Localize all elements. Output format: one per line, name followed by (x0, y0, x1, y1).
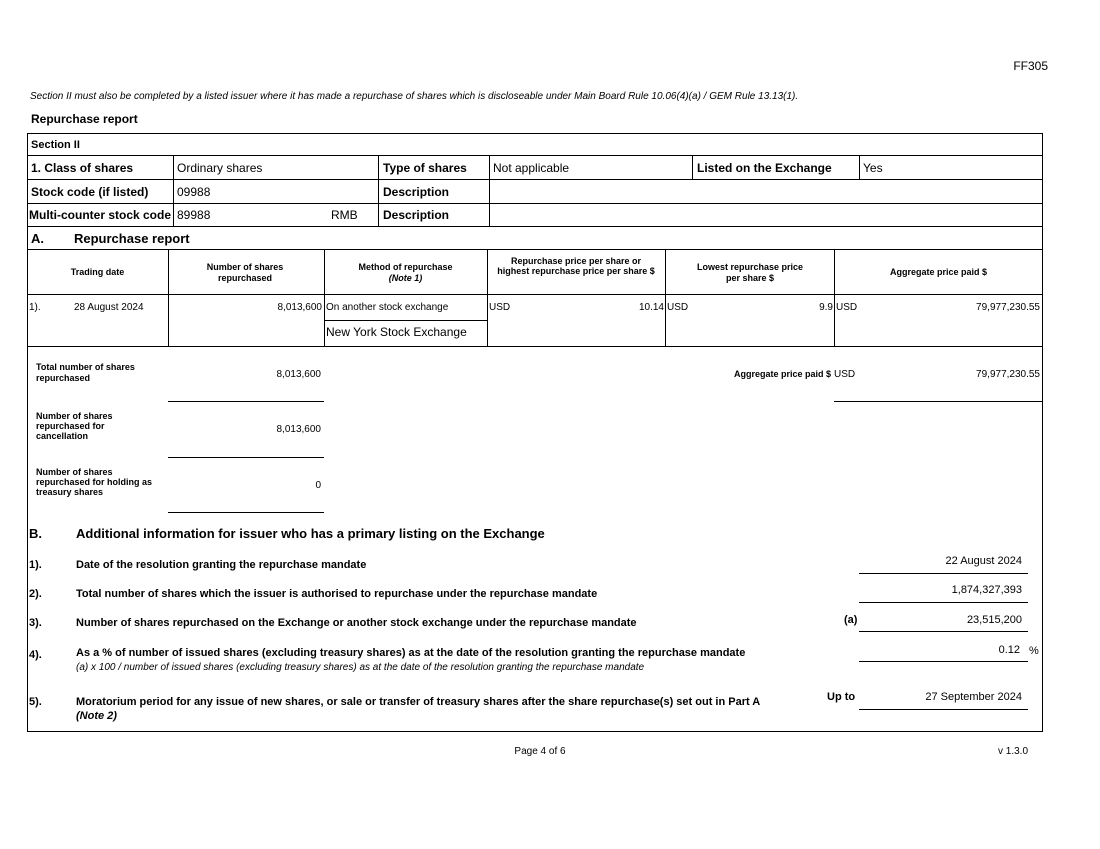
row-high-currency: USD (489, 302, 511, 313)
part-b-title: Additional information for issuer who has a primary listing on the Exchange (76, 526, 545, 541)
row-agg-currency: USD (836, 302, 858, 313)
item-value: 1,874,327,393 (951, 584, 1022, 596)
form-code: FF305 (1013, 59, 1048, 73)
item-note: (Note 2) (76, 710, 117, 722)
page-number: Page 4 of 6 (514, 746, 566, 757)
row-method-line1: On another stock exchange (326, 302, 449, 313)
total-label: Total number of shares repurchased (36, 362, 135, 383)
stock-code-label: Stock code (if listed) (31, 185, 149, 199)
col-lowest-price: Lowest repurchase price per share $ (696, 262, 804, 283)
row-date: 28 August 2024 (74, 302, 144, 313)
intro-note: Section II must also be completed by a listed issuer where it has made a repurchase of shares which is discloseable under Main Board Rule 10.06(4)(a) / GEM Rule 13.13(1). (30, 91, 799, 102)
stock-code-value: 09988 (177, 185, 211, 199)
listed-value: Yes (863, 161, 883, 175)
part-a-letter: A. (31, 231, 44, 246)
report-title: Repurchase report (31, 112, 138, 126)
col-aggregate: Aggregate price paid $ (889, 267, 988, 277)
col-highest-price: Repurchase price per share or highest repurchase price per share $ (497, 256, 655, 276)
row-index: 1). (29, 302, 41, 313)
row-low-price: 9.9 (819, 302, 833, 313)
item-index: 1). (29, 559, 42, 571)
description-label: Description (383, 185, 450, 199)
multi-counter-label: Multi-counter stock code (29, 208, 172, 222)
row-high-price: 10.14 (638, 302, 664, 313)
item-subtext: (a) x 100 / number of issued shares (excluding treasury shares) as at the date of the resolution granting the repurchase mandate (76, 662, 645, 673)
col-trading-date: Trading date (70, 267, 125, 277)
item-tag: (a) (844, 614, 858, 626)
total-agg-value: 79,977,230.55 (976, 369, 1040, 380)
item-index: 5). (29, 696, 42, 708)
multi-counter-value: 89988 (177, 208, 211, 222)
type-value: Not applicable (493, 161, 570, 175)
part-a-title: Repurchase report (74, 231, 190, 246)
item-value: 23,515,200 (966, 614, 1022, 626)
row-agg-value: 79,977,230.55 (976, 302, 1040, 313)
item-index: 2). (29, 588, 42, 600)
section-label: Section II (31, 139, 80, 151)
col-num-shares: Number of shares repurchased (206, 262, 284, 283)
item-value: 0.12 (998, 644, 1020, 656)
item-text: Number of shares repurchased on the Exchange or another stock exchange under the repurchase mandate (76, 617, 637, 629)
row-shares: 8,013,600 (277, 302, 322, 313)
item-index: 3). (29, 617, 42, 629)
item-text: Date of the resolution granting the repurchase mandate (76, 559, 367, 571)
total-agg-currency: USD (834, 369, 856, 380)
item-text: Moratorium period for any issue of new shares, or sale or transfer of treasury shares after the share repurchase(s) set out in Part A (76, 696, 761, 708)
item-value: 22 August 2024 (945, 555, 1022, 567)
col-method-label: Method of repurchase (358, 262, 453, 272)
row-low-currency: USD (667, 302, 689, 313)
description-label-2: Description (383, 208, 450, 222)
class-label: 1. Class of shares (31, 161, 134, 175)
item-text: Total number of shares which the issuer is authorised to repurchase under the repurchase mandate (76, 588, 598, 600)
total-value: 8,013,600 (276, 369, 321, 380)
listed-label: Listed on the Exchange (697, 161, 832, 175)
col-method-note: (Note 1) (388, 273, 423, 283)
version: v 1.3.0 (998, 746, 1029, 757)
cancel-value: 8,013,600 (276, 424, 321, 435)
cancel-label: Number of shares repurchased for cancellation (36, 411, 113, 441)
row-method-line2: New York Stock Exchange (326, 325, 467, 339)
class-value: Ordinary shares (177, 161, 263, 175)
multi-counter-currency: RMB (331, 208, 358, 222)
item-value: 27 September 2024 (925, 691, 1022, 703)
total-agg-label: Aggregate price paid $ (733, 369, 831, 379)
treasury-label: Number of shares repurchased for holding as treasury shares (36, 467, 153, 497)
item-text: As a % of number of issued shares (excluding treasury shares) as at the date of the resolution granting the repurchase mandate (76, 647, 746, 659)
item-tag: Up to (827, 691, 856, 703)
part-b-letter: B. (29, 526, 42, 541)
treasury-value: 0 (315, 480, 321, 491)
percent-unit: % (1029, 645, 1039, 657)
type-label: Type of shares (383, 161, 467, 175)
item-index: 4). (29, 649, 42, 661)
col-method (324, 262, 487, 284)
